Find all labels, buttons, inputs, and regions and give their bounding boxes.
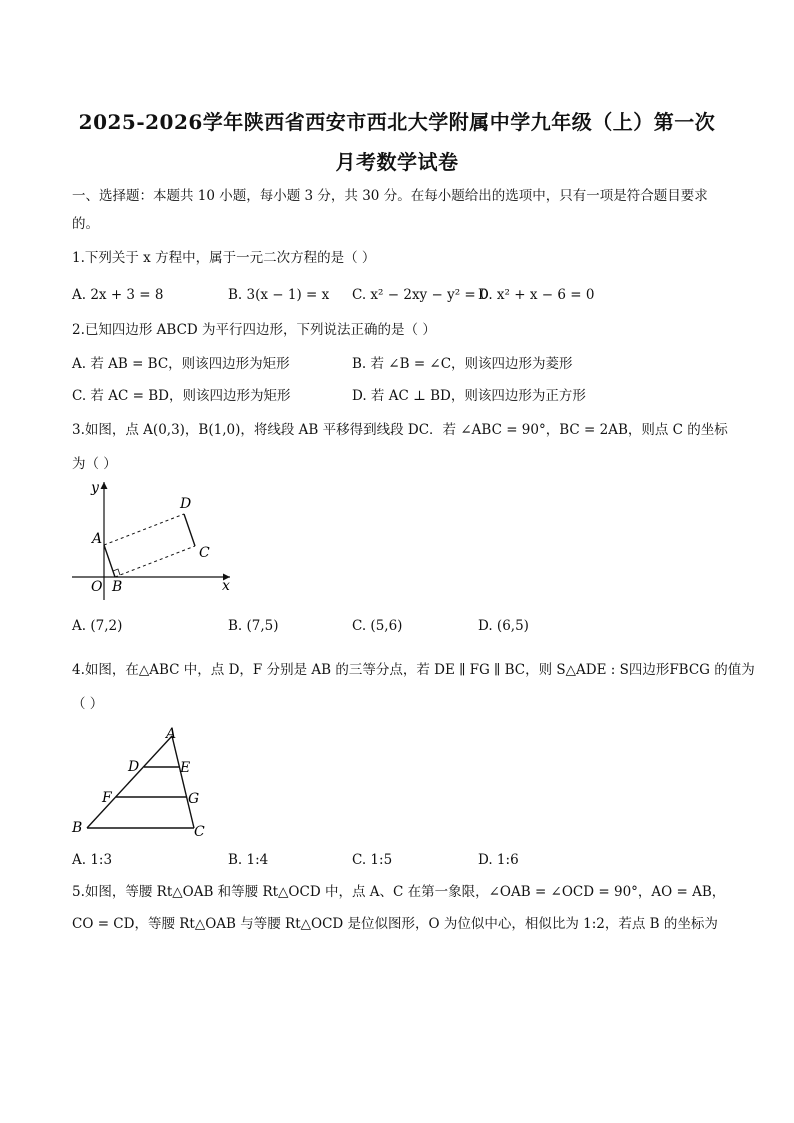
label-f: F (102, 790, 112, 806)
question-2-option-d: D. 若 AC ⊥ BD，则该四边形为正方形 (352, 388, 586, 404)
question-4-stem-line1: 4.如图，在△ABC 中，点 D，F 分别是 AB 的三等分点，若 DE ∥ FG ∥ BC，则 S△ADE : S四边形FBCG 的值为 (72, 662, 755, 678)
question-1-option-d: D. x² + x − 6 = 0 (478, 287, 595, 303)
question-3-option-a: A. (7,2) (72, 618, 123, 634)
label-y: y (91, 480, 99, 496)
side-ac (172, 736, 194, 828)
question-1-option-a: A. 2x + 3 = 8 (72, 287, 164, 303)
label-x: x (222, 578, 230, 594)
label-g: G (188, 791, 200, 807)
label-c: C (199, 545, 210, 561)
question-2-option-b: B. 若 ∠B = ∠C，则该四边形为菱形 (352, 356, 573, 372)
question-3-stem-line2: 为（ ） (72, 456, 117, 472)
question-2-stem: 2.已知四边形 ABCD 为平行四边形，下列说法正确的是（ ） (72, 322, 436, 338)
label-o: O (91, 579, 103, 595)
question-1-option-b: B. 3(x − 1) = x (228, 287, 330, 303)
question-1-option-c: C. x² − 2xy − y² = 0 (352, 287, 489, 303)
question-4-option-d: D. 1:6 (478, 852, 519, 868)
label-b: B (112, 579, 123, 595)
label-d: D (128, 759, 140, 775)
question-3-option-c: C. (5,6) (352, 618, 403, 634)
section-heading-line2: 的。 (72, 216, 99, 232)
question-4-option-c: C. 1:5 (352, 852, 393, 868)
exam-title-line1: 2025-2026学年陕西省西安市西北大学附属中学九年级（上）第一次 (78, 110, 716, 134)
question-3-stem-line1: 3.如图，点 A(0,3)，B(1,0)，将线段 AB 平移得到线段 DC．若 ∠ABC = 90°，BC = 2AB，则点 C 的坐标 (72, 422, 728, 438)
question-4-option-b: B. 1:4 (228, 852, 269, 868)
side-ab (87, 736, 172, 828)
question-5-stem-line1: 5.如图，等腰 Rt△OAB 和等腰 Rt△OCD 中，点 A、C 在第一象限，∠OAB = ∠OCD = 90°，AO = AB， (72, 884, 726, 900)
label-a: A (166, 726, 177, 742)
label-a: A (92, 531, 103, 547)
question-4-option-a: A. 1:3 (72, 852, 113, 868)
question-1-stem: 1.下列关于 x 方程中，属于一元二次方程的是（ ） (72, 250, 376, 266)
exam-title-line2: 月考数学试卷 (335, 150, 459, 174)
question-3-option-d: D. (6,5) (478, 618, 529, 634)
question-2-option-a: A. 若 AB = BC，则该四边形为矩形 (72, 356, 290, 372)
question-4-stem-line2: （ ） (72, 696, 104, 712)
question-5-stem-line2: CO = CD，等腰 Rt△OAB 与等腰 Rt△OCD 是位似图形，O 为位似中心，相似比为 1:2，若点 B 的坐标为 (72, 916, 718, 932)
label-e: E (180, 760, 191, 776)
label-d: D (180, 496, 192, 512)
label-b: B (72, 820, 83, 836)
question-3-option-b: B. (7,5) (228, 618, 279, 634)
section-heading-line1: 一、选择题：本题共 10 小题，每小题 3 分，共 30 分。在每小题给出的选项中，只有一项是符合题目要求 (72, 188, 708, 204)
question-2-option-c: C. 若 AC = BD，则该四边形为矩形 (72, 388, 291, 404)
label-c: C (194, 824, 205, 840)
